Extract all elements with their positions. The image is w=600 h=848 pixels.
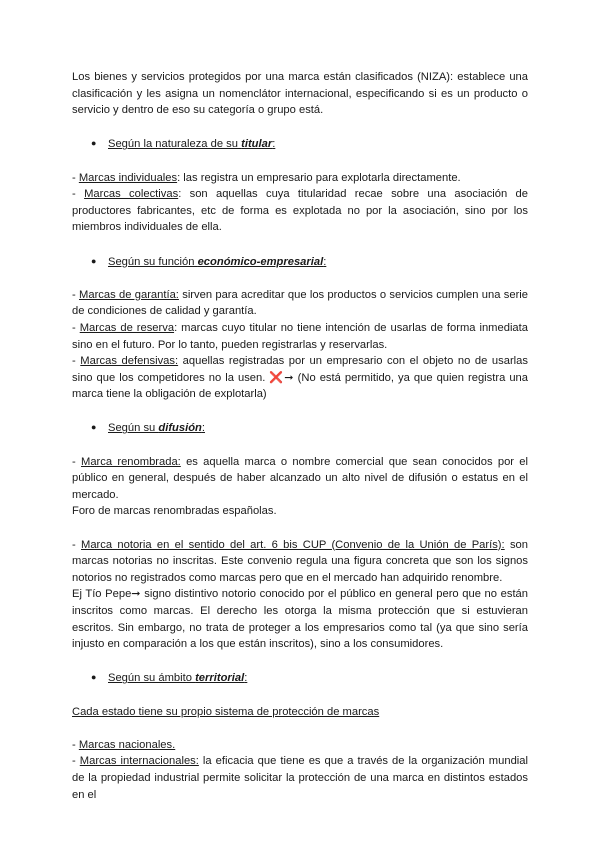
list-item: - Marcas individuales: las registra un empresario para explotarla directamente. [72,171,461,184]
example-paragraph: Ej Tío Pepe➞ signo distintivo notorio conocido por el público en general pero que no están inscritos como marcas. El derecho les otorga la misma protección que si estuvieran escritos. Sin embargo, no trata de proteger a los empresarios como tal (ya que sino sería injusto en comparación a los que están inscritos), sino a los consumidores. [72,588,528,651]
bullet-icon: ● [91,422,97,433]
section-heading-titular: ● Según la naturaleza de su titular: [91,135,528,153]
list-item: - Marcas de garantía: sirven para acreditar que los productos o servicios cumplen una serie de condiciones de calidad y garantía. [72,288,528,318]
list-item: - Marcas de reserva: marcas cuyo titular no tiene intención de usarlas de forma inmediata sino en el futuro. Por lo tanto, pueden registrarlas y reservarlas. [72,321,528,351]
section-subtitle: Cada estado tiene su propio sistema de protección de marcas [72,705,380,718]
list-item: - Marcas defensivas: aquellas registradas por un empresario con el objeto no de usarlas sino que los competidores no la usen. ❌➞ (No está permitido, ya que quien registra una marca tiene la obligación de explotarla) [72,355,528,401]
bullet-icon: ● [91,672,97,683]
list-item: - Marcas nacionales. [72,738,176,751]
section-heading-funcion: ● Según su función económico-empresarial: [91,253,528,271]
section-heading-difusion: ● Según su difusión: [91,419,528,437]
list-item: - Marcas colectivas: son aquellas cuya titularidad recae sobre una asociación de productores fabricantes, etc de forma es explotada no por la asociación, sino por los miembros individuales de ella. [72,188,528,234]
list-item: - Marca renombrada: es aquella marca o nombre comercial que sean conocidos por el público en general, después de haber alcanzado un alto nivel de difusión o estatus en el mercado. [72,455,528,501]
section-heading-territorial: ● Según su ámbito territorial: [91,669,528,687]
intro-paragraph: Los bienes y servicios protegidos por una marca están clasificados (NIZA): establece una clasificación y les asigna un nomenclátor internacional, especificando si es un producto o servicio y dentro de eso su categoría o grupo está. [72,71,528,117]
foro-line: Foro de marcas renombradas españolas. [72,505,277,518]
bullet-icon: ● [91,255,97,266]
list-item: - Marca notoria en el sentido del art. 6 bis CUP (Convenio de la Unión de París): son marcas notorias no inscritas. Este convenio regula una figura concreta que son los signos notorios no registrados como marcas pero que en el mercado han adquirido renombre. [72,538,528,584]
list-item: - Marcas internacionales: la eficacia que tiene es que a través de la organización mundial de la propiedad industrial permite solicitar la protección de una marca en distintos estados en el [72,755,528,801]
bullet-icon: ● [91,138,97,149]
document-page [72,69,528,803]
